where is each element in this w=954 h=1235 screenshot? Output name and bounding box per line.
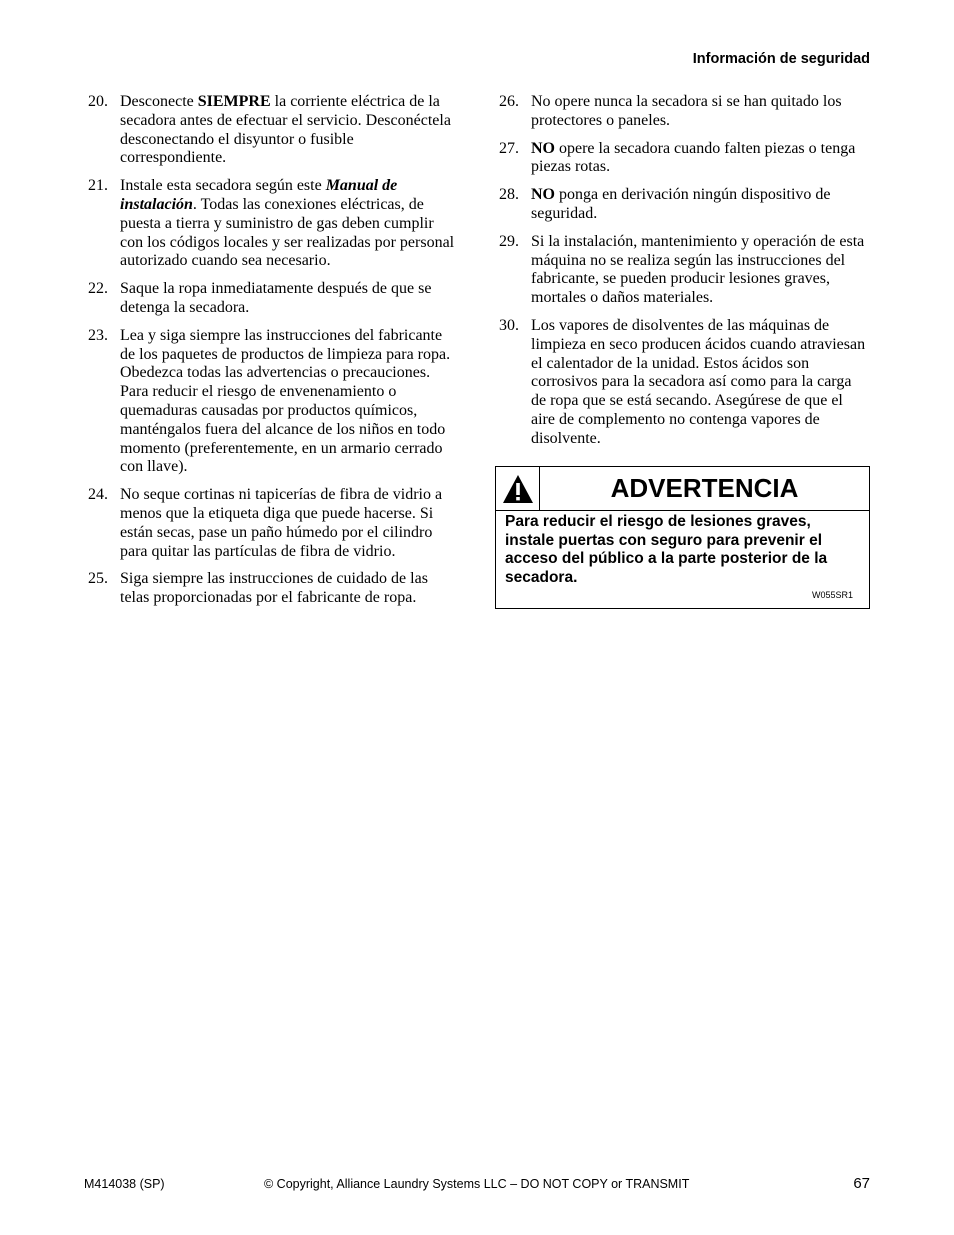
footer-copyright: © Copyright, Alliance Laundry Systems LLC – DO NOT COPY or TRANSMIT [264, 1177, 690, 1191]
list-item-number: 26. [499, 93, 519, 110]
list-item-number: 21. [88, 177, 108, 195]
list-item-number: 25. [88, 570, 108, 588]
list-item-number: 30. [499, 316, 519, 334]
right-column [495, 93, 870, 458]
list-item-number: 27. [499, 139, 519, 157]
list-item [84, 177, 458, 271]
list-item-text-run: ponga en derivación ningún dispositivo de seguridad. [531, 186, 831, 222]
list-item-number: 20. [88, 93, 108, 110]
list-item [495, 233, 870, 308]
footer-page-number: 67 [853, 1175, 870, 1192]
list-item-text [108, 280, 458, 318]
list-item-number: 29. [499, 232, 519, 250]
warning-code: W055SR1 [811, 590, 853, 600]
list-item-text-run: la corriente eléctrica de la secadora antes de efectuar el servicio. Desconéctela desconectando el disyuntor o fusible correspondiente. [120, 93, 451, 167]
list-item [495, 186, 870, 224]
list-item-text-run: Desconecte [120, 93, 198, 110]
list-item [84, 327, 458, 477]
list-item-text [108, 93, 458, 168]
list-item-text-run: Manual de instalación [120, 177, 398, 213]
list-item-text [108, 327, 458, 477]
list-item-text-run: . Todas las conexiones eléctricas, de puesta a tierra y suministro de gas deben cumplir con los códigos locales y ser realizadas por personal autorizado cuando sea necesario. [120, 195, 455, 270]
list-item-text [108, 486, 458, 561]
list-item [495, 317, 870, 449]
list-item [84, 486, 458, 561]
list-item [84, 93, 458, 168]
list-item [495, 140, 870, 178]
list-item-text-run: opere la secadora cuando falten piezas o tenga piezas rotas. [531, 139, 856, 176]
list-item-text-run: Siga siempre las instrucciones de cuidado de las telas proporcionadas por el fabricante de ropa. [120, 570, 428, 607]
footer-doc-number: M414038 (SP) [84, 1177, 165, 1191]
list-item-text [531, 186, 870, 224]
list-item-number: 24. [88, 486, 108, 504]
list-item-text-run: Saque la ropa inmediatamente después de que se detenga la secadora. [120, 280, 432, 316]
list-item [84, 570, 458, 608]
warning-title: ADVERTENCIA [610, 473, 799, 503]
list-item-text-run: NO [531, 139, 555, 157]
list-item-text [531, 140, 870, 178]
list-item-text [108, 570, 458, 608]
list-item-text [531, 233, 870, 308]
list-item-text [108, 177, 458, 271]
left-column [84, 93, 458, 617]
warning-icon-cell [496, 467, 540, 510]
list-item-text-run: No seque cortinas ni tapicerías de fibra de vidrio a menos que la etiqueta diga que puede hacerse. Si están secas, pase un paño húmedo por el cilindro para quitar las partículas de fibra de vidrio. [120, 486, 443, 560]
list-item-text-run: SIEMPRE [197, 93, 271, 110]
list-item-number: 28. [499, 186, 519, 204]
list-item-text-run: Instale esta secadora según este [120, 177, 326, 195]
section-title: Información de seguridad [692, 51, 870, 67]
warning-header [496, 467, 869, 511]
list-item [495, 93, 870, 131]
list-item-number: 23. [88, 326, 108, 344]
list-item-text-run: No opere nunca la secadora si se han quitado los protectores o paneles. [531, 93, 842, 129]
list-item-text-run: Los vapores de disolventes de las máquinas de limpieza en seco producen ácidos cuando atraviesan el calentador de la unidad. Estos ácidos son corrosivos para la secadora así como para la carga de ropa que se está secando. Asegúrese de que el aire de complemento no contenga vapores de disolvente. [531, 316, 866, 447]
list-item [84, 280, 458, 318]
warning-triangle-icon [502, 474, 534, 504]
warning-box [495, 466, 870, 609]
list-item-text-run: NO [531, 186, 555, 204]
list-item-text-run: Lea y siga siempre las instrucciones del fabricante de los paquetes de productos de limpieza para ropa. Obedezca todas las advertencias o precauciones. Para reducir el riesgo de envenenamiento o quemaduras causadas por productos químicos, manténgalos fuera del alcance de los niños en todo momento (preferentemente, en un armario cerrado con llave). [120, 326, 451, 476]
list-item-number: 22. [88, 280, 108, 298]
list-item-text [531, 317, 870, 449]
list-item-text-run: Si la instalación, mantenimiento y operación de esta máquina no se realiza según las instrucciones del fabricante, se pueden producir lesiones graves, mortales o daños materiales. [531, 232, 865, 307]
list-item-text [531, 93, 870, 131]
warning-text: Para reducir el riesgo de lesiones graves, instale puertas con seguro para prevenir el acceso del público a la parte posterior de la secadora. [505, 513, 828, 586]
